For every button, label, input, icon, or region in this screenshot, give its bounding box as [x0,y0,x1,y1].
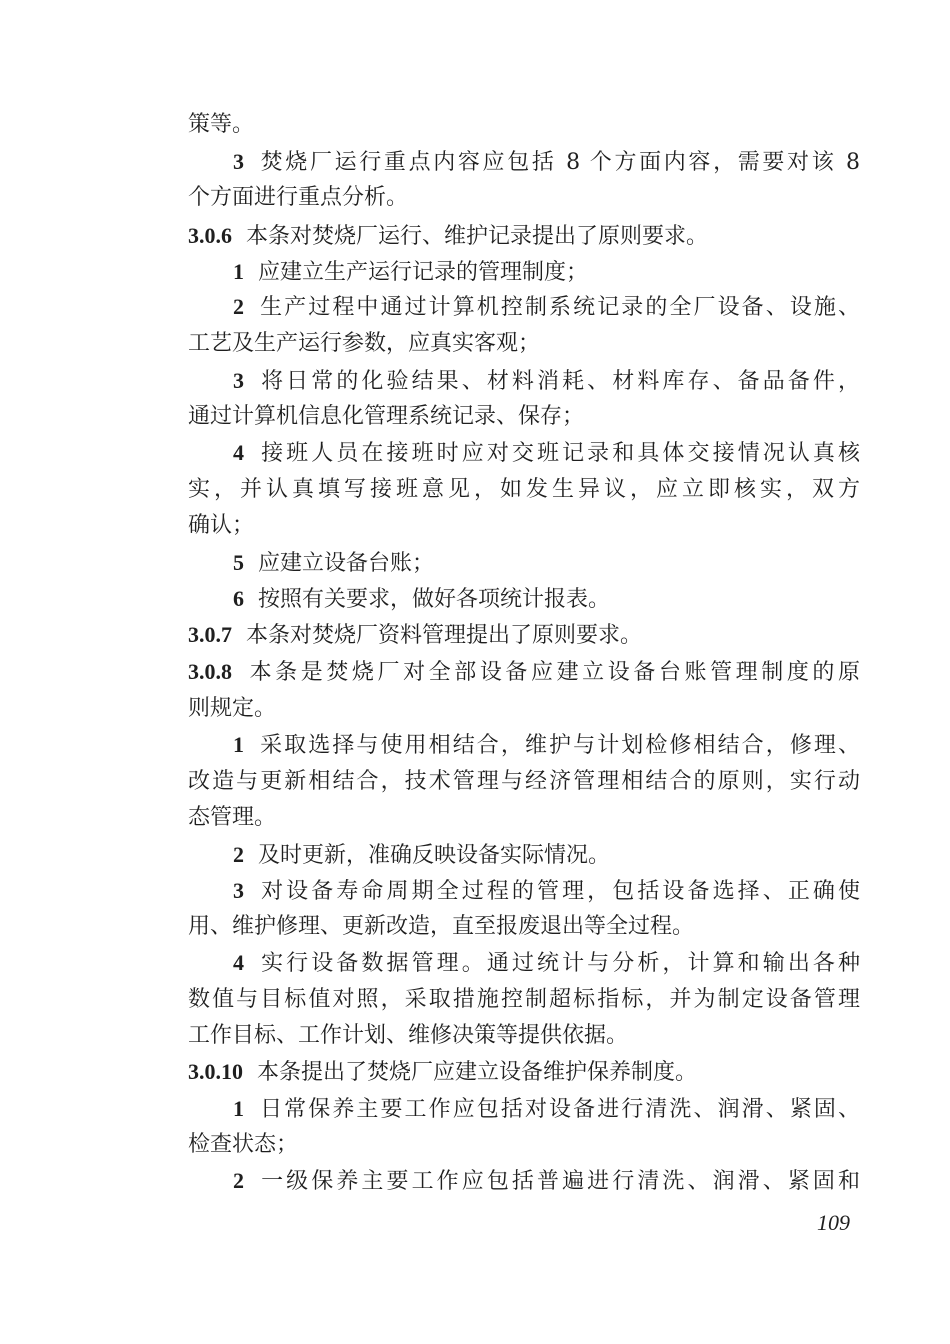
item-number: 2 [233,294,244,319]
text-line: 实，并认真填写接班意见，如发生异议，应立即核实，双方 [188,477,860,502]
text-line: 确认； [188,513,255,538]
list-item: 2 生产过程中通过计算机控制系统记录的全厂设备、设施、 [233,294,860,320]
section-heading: 3.0.6 本条对焚烧厂运行、维护记录提出了原则要求。 [188,223,709,249]
section-heading: 3.0.10 本条提出了焚烧厂应建立设备维护保养制度。 [188,1059,698,1085]
section-number: 3.0.6 [188,223,232,248]
text-line: 工艺及生产运行参数，应真实客观； [188,331,541,356]
list-item: 2 一级保养主要工作应包括普遍进行清洗、润滑、紧固和 [233,1168,860,1194]
item-number: 3 [233,149,244,174]
section-heading: 3.0.7 本条对焚烧厂资料管理提出了原则要求。 [188,622,643,648]
text-line: 态管理。 [188,805,277,830]
text-line: 数值与目标值对照，采取措施控制超标指标，并为制定设备管理 [188,987,860,1012]
list-item: 5 应建立设备台账； [233,550,435,576]
list-item: 1 采取选择与使用相结合，维护与计划检修相结合，修理、 [233,732,860,758]
list-item: 4 接班人员在接班时应对交班记录和具体交接情况认真核 [233,440,860,466]
list-item: 2 及时更新，准确反映设备实际情况。 [233,842,611,868]
item-number: 2 [233,1168,244,1193]
item-number: 1 [233,1096,244,1121]
text-line: 则规定。 [188,696,277,721]
section-heading: 3.0.8 本条是焚烧厂对全部设备应建立设备台账管理制度的原 [188,659,860,685]
item-number: 2 [233,842,244,867]
item-number: 6 [233,586,244,611]
page-number: 109 [817,1210,850,1235]
text-line: 用、维护修理、更新改造，直至报废退出等全过程。 [188,914,695,939]
text-line: 检查状态； [188,1132,299,1157]
section-number: 3.0.8 [188,659,232,684]
item-number: 1 [233,259,244,284]
list-item: 1 应建立生产运行记录的管理制度； [233,259,589,285]
list-item: 6 按照有关要求，做好各项统计报表。 [233,586,611,612]
text-line: 策等。 [188,112,255,137]
item-number: 4 [233,950,244,975]
list-item: 3 对设备寿命周期全过程的管理，包括设备选择、正确使 [233,878,860,904]
list-item: 1 日常保养主要工作应包括对设备进行清洗、润滑、紧固、 [233,1096,860,1122]
list-item: 3 将日常的化验结果、材料消耗、材料库存、备品备件， [233,368,860,394]
list-item: 3 焚烧厂运行重点内容应包括 8 个方面内容，需要对该 8 [233,149,860,175]
item-number: 4 [233,440,244,465]
item-number: 3 [233,368,244,393]
text-line: 工作目标、工作计划、维修决策等提供依据。 [188,1023,629,1048]
text-line: 个方面进行重点分析。 [188,185,409,210]
item-number: 3 [233,878,244,903]
section-number: 3.0.10 [188,1059,243,1084]
item-number: 1 [233,732,244,757]
list-item: 4 实行设备数据管理。通过统计与分析，计算和输出各种 [233,950,860,976]
section-number: 3.0.7 [188,622,232,647]
text-line: 通过计算机信息化管理系统记录、保存； [188,404,585,429]
text-line: 改造与更新相结合，技术管理与经济管理相结合的原则，实行动 [188,769,860,794]
item-number: 5 [233,550,244,575]
